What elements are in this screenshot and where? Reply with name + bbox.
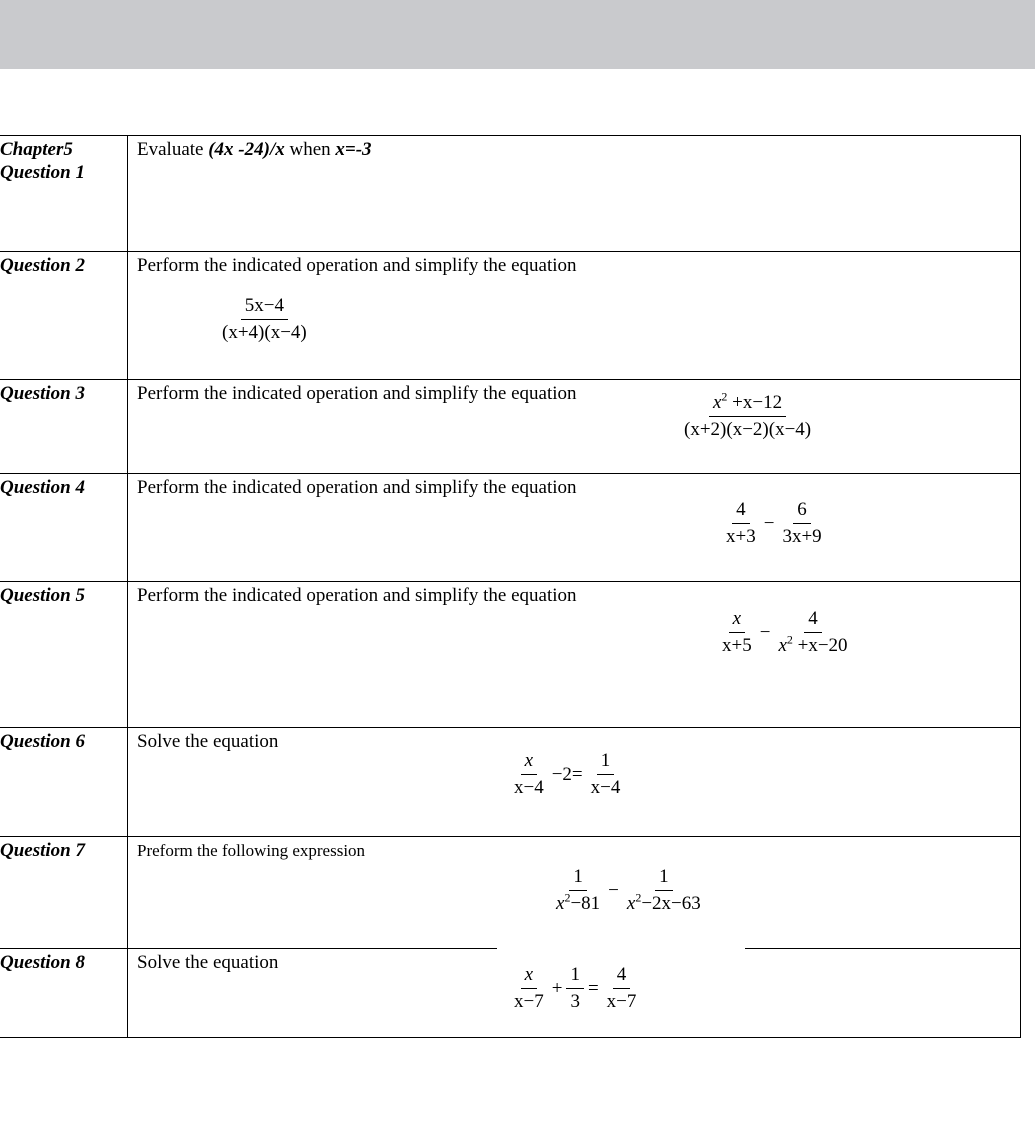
denominator: $x^2 +x-20$ [778,632,848,656]
math-expression [552,866,705,915]
row-divider [0,727,1021,728]
denominator: $x^2-2x-63$ [626,890,701,914]
expression-text: (4x -24)/x [208,139,285,160]
question-label: Question 4 [0,477,85,498]
operator: = [587,977,599,999]
denominator: 3x+9 [782,526,822,547]
value-text: x=-3 [335,139,372,160]
fraction [778,499,825,548]
question-label: Question 6 [0,731,85,752]
numerator: 1 [597,750,615,775]
math-expression [722,499,826,548]
fraction [774,608,851,657]
numerator: 1 [566,964,584,989]
row-divider [0,836,1021,837]
row-divider [0,948,497,949]
question-table [0,135,1021,1038]
numerator: 1 [569,866,587,891]
denominator: 3 [570,991,580,1012]
numerator: 4 [613,964,631,989]
table-border-right [1020,135,1021,1038]
fraction [587,750,625,799]
denominator: (x+2)(x−2)(x−4) [684,419,812,440]
question-label: Question 1 [0,162,85,183]
row-divider [0,251,1021,252]
question-label: Question 8 [0,952,85,973]
math-expression [680,389,815,441]
top-bar [0,0,1035,69]
question-prompt: Perform the indicated operation and simplify the equation [137,255,577,276]
operator: −2= [551,763,583,785]
denominator: x−7 [514,991,544,1012]
fraction [510,964,548,1013]
question-prompt: Perform the indicated operation and simplify the equation [137,477,577,498]
row-divider [0,379,1021,380]
math-expression [510,964,640,1013]
fraction [510,750,548,799]
prompt-text: Evaluate [137,139,209,160]
question-label: Question 5 [0,585,85,606]
row-divider [0,473,1021,474]
question-label: Question 2 [0,255,85,276]
fraction [718,608,756,657]
denominator: x+5 [722,635,752,656]
denominator: (x+4)(x−4) [222,322,307,343]
denominator: x−7 [606,991,637,1012]
operator: − [759,621,771,643]
numerator: x [521,750,537,775]
numerator: 4 [804,608,822,633]
chapter-title: Chapter5 [0,139,73,160]
fraction [566,964,584,1013]
numerator: 6 [793,499,811,524]
denominator: x−4 [514,777,544,798]
question-prompt: Perform the indicated operation and simplify the equation [137,585,577,606]
denominator: x+3 [726,526,756,547]
column-divider [127,135,128,1038]
row-divider [0,581,1021,582]
fraction [218,295,311,344]
operator: − [608,879,619,901]
denominator: x−4 [590,777,621,798]
fraction [722,499,760,548]
math-expression [218,295,311,344]
operator: + [551,977,563,999]
fraction [623,866,705,915]
table-border-top [0,135,1021,136]
numerator: x [521,964,537,989]
numerator: 1 [655,866,673,891]
question-prompt: Perform the indicated operation and simplify the equation [137,383,577,404]
denominator: $x^2-81$ [556,890,601,914]
row-divider [745,948,1021,949]
math-expression [510,750,624,799]
question-prompt [137,138,372,161]
question-prompt: Solve the equation [137,731,279,752]
numerator: 5x−4 [241,295,288,320]
fraction [552,866,604,915]
chapter-label [0,138,85,184]
math-expression [718,608,852,657]
numerator: 4 [732,499,750,524]
numerator: x [729,608,745,633]
question-prompt: Solve the equation [137,952,279,973]
operator: − [763,512,775,534]
question-prompt: Preform the following expression [137,841,366,860]
prompt-text: when [284,139,336,160]
table-border-bottom [0,1037,1021,1038]
question-label: Question 7 [0,840,85,861]
fraction [603,964,641,1013]
fraction [680,389,815,441]
numerator: $x^2 +x-12$ [709,392,786,417]
question-label: Question 3 [0,383,85,404]
